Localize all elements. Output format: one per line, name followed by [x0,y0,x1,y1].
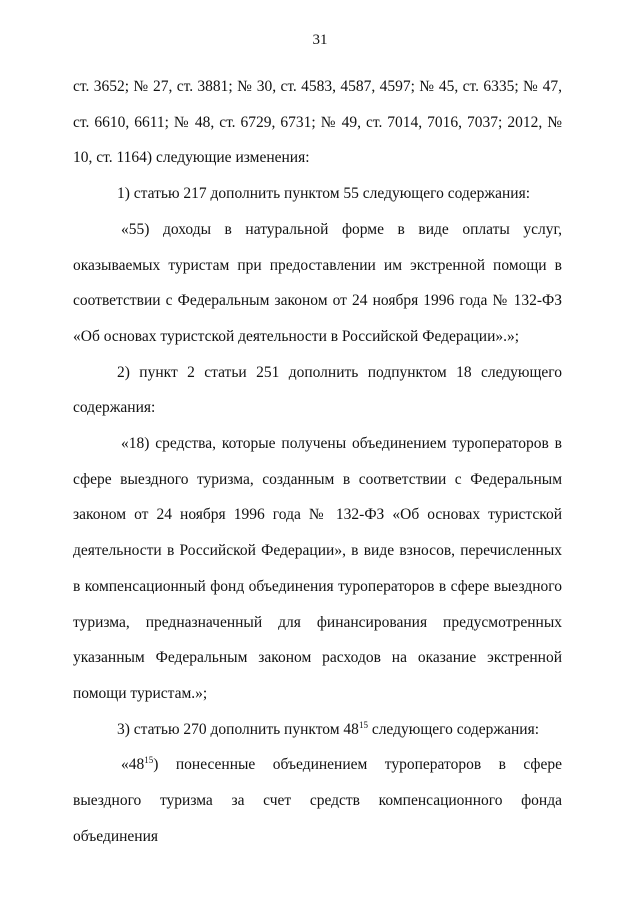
paragraph-item-48-15-text [73,747,562,854]
paragraph-item-55-text: «55) доходы в натуральной форме в виде оплаты услуг, оказываемых туристам при предоставлении им экстренной помощи в соответствии с Федеральным законом от 24 ноября 1996 года № 132-ФЗ «Об основах туристской деятельности в Российской Федерации».»; [73,220,562,345]
paragraph-item-48-15-superscript: 15 [144,755,154,766]
page-number: 31 [312,32,328,48]
paragraph-item-3-after: следующего содержания: [367,720,540,738]
paragraph-item-18-text: «18) средства, которые получены объединением туроператоров в сфере выездного туризма, созданным в соответствии с Федеральным законом от 24 ноября 1996 года № 132-ФЗ «Об основах туристской деятельности в Российской Федерации», в виде взносов, перечисленных в компенсационный фонд объединения туроператоров в сфере выездного туризма, предназначенный для финансирования предусмотренных указанным Федеральным законом расходов на оказание экстренной помощи туристам.»; [73,435,562,702]
paragraph-item-3-superscript: 15 [358,719,368,730]
document-body [73,69,562,854]
paragraph-item-3-before: 3) статью 270 дополнить пунктом 48 [117,720,359,738]
paragraph-item-48-15-after: ) понесенные объединением туроператоров в сфере выездного туризма за счет средств компенсационного фонда объединения [73,756,562,845]
paragraph-citation-continuation: ст. 3652; № 27, ст. 3881; № 30, ст. 4583, 4587, 4597; № 45, ст. 6335; № 47, ст. 6610, 6611; № 48, ст. 6729, 6731; № 49, ст. 7014, 7016, 7037; 2012, № 10, ст. 1164) следующие изменения: [73,78,562,167]
paragraph-item-48-15-before: «48 [121,756,145,774]
paragraph-item-2: 2) пункт 2 статьи 251 дополнить подпунктом 18 следующего содержания: [73,363,562,417]
paragraph-item-1: 1) статью 217 дополнить пунктом 55 следующего содержания: [117,185,531,203]
paragraph-item-3 [73,712,562,748]
